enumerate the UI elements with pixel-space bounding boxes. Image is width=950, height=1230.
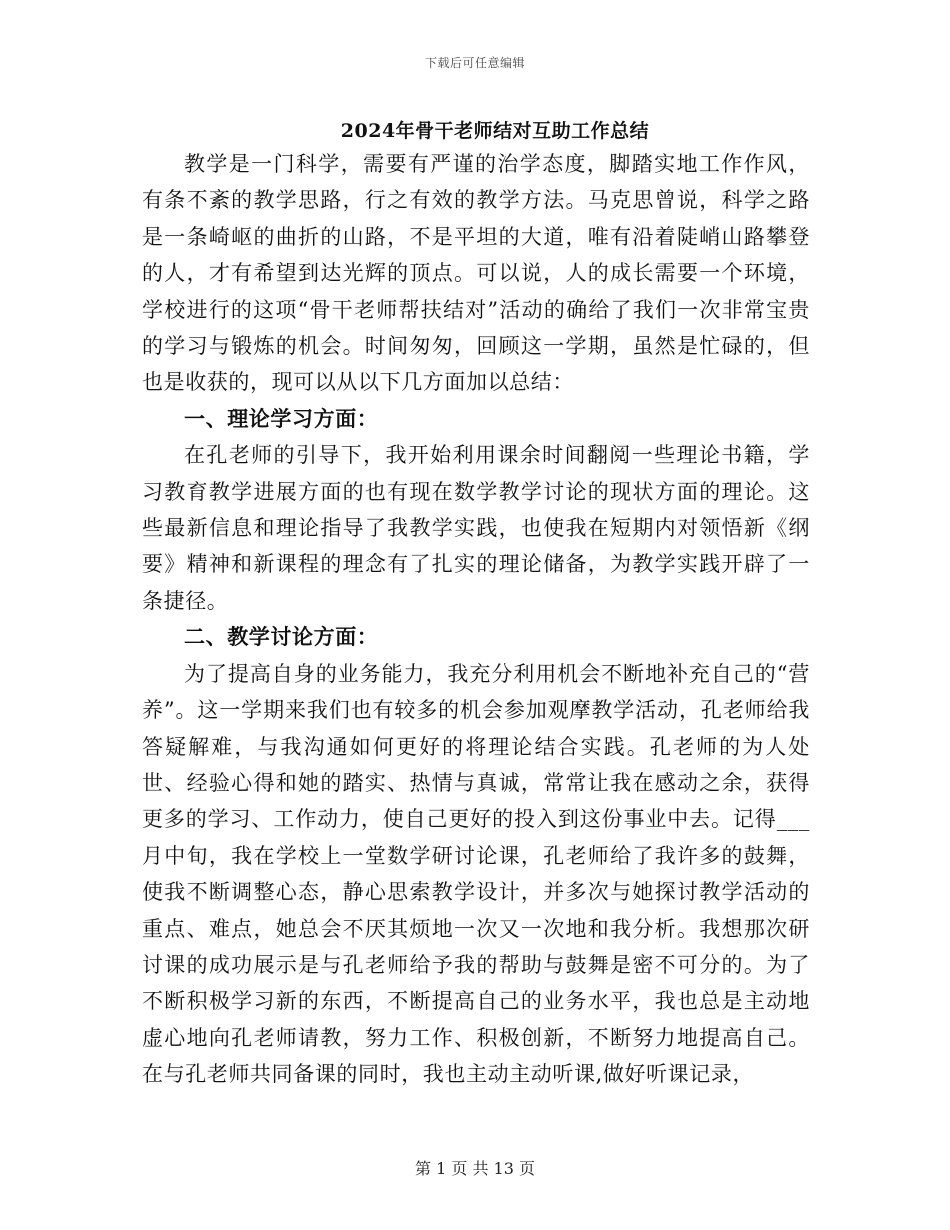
document-body <box>142 146 810 1093</box>
section-heading-teaching: 二、教学讨论方面： <box>184 624 379 650</box>
header-note: 下载后可任意编辑 <box>424 56 525 70</box>
teaching-paragraph: 为了提高自身的业务能力，我充分利用机会不断地补充自己的“营养”。这一学期来我们也有较多的机会参加观摩教学活动，孔老师给我答疑解难，与我沟通如何更好的将理论结合实践。孔老师的为人处世、经验心得和她的踏实、热情与真诚，常常让我在感动之余，获得更多的学习、工作动力，使自己更好的投入到这份事业中去。记得___月中旬，我在学校上一堂数学研讨论课，孔老师给了我许多的鼓舞，使我不断调整心态，静心思索教学设计，并多次与她探讨教学活动的重点、难点，她总会不厌其烦地一次又一次地和我分析。我想那次研讨课的成功展示是与孔老师给予我的帮助与鼓舞是密不可分的。为了不断积极学习新的东西，不断提高自己的业务水平，我也总是主动地虚心地向孔老师请教，努力工作、积极创新，不断努力地提高自己。在与孔老师共同备课的同时，我也主动主动听课,做好听课记录， <box>142 661 810 1087</box>
intro-paragraph: 教学是一门科学，需要有严谨的治学态度，脚踏实地工作作风，有条不紊的教学思路，行之有效的教学方法。马克思曾说，科学之路是一条崎岖的曲折的山路，不是平坦的大道，唯有沿着陡峭山路攀登的人，才有希望到达光辉的顶点。可以说，人的成长需要一个环境，学校进行的这项“骨干老师帮扶结对”活动的确给了我们一次非常宝贵的学习与锻炼的机会。时间匆匆，回顾这一学期，虽然是忙碌的，但也是收获的，现可以从以下几方面加以总结： <box>142 152 810 395</box>
document-title: 2024年骨干老师结对互助工作总结 <box>340 120 650 142</box>
section-heading-theory: 一、理论学习方面： <box>184 405 379 431</box>
theory-paragraph: 在孔老师的引导下，我开始利用课余时间翻阅一些理论书籍，学习教育教学进展方面的也有现在数学教学讨论的现状方面的理论。这些最新信息和理论指导了我教学实践，也使我在短期内对领悟新《纲要》精神和新课程的理念有了扎实的理论储备，为教学实践开辟了一条捷径。 <box>142 443 810 613</box>
page-footer: 第 1 页 共 13 页 <box>415 1159 535 1178</box>
